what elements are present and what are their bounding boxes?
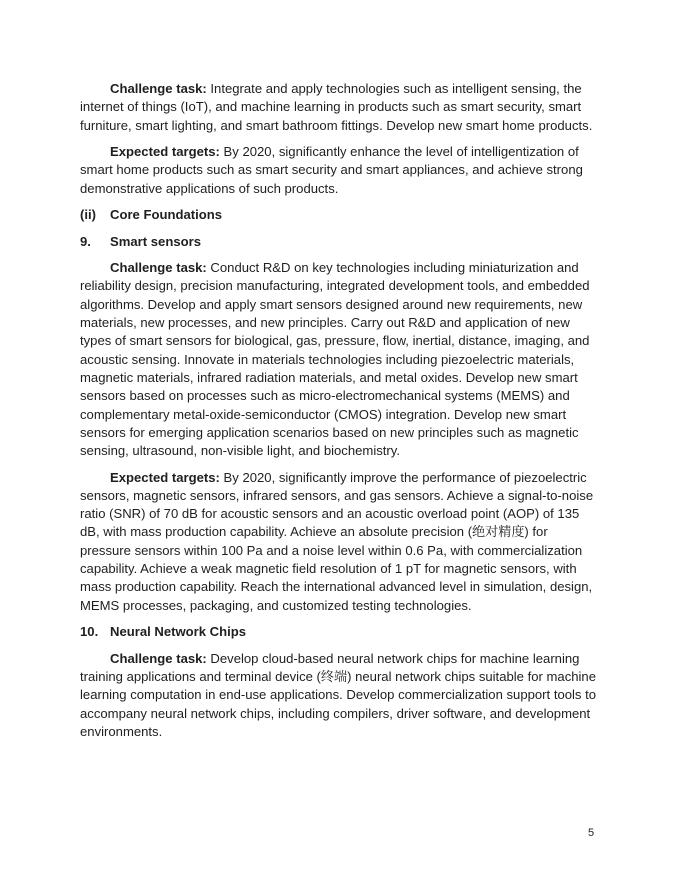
paragraph-challenge-task — [80, 80, 600, 135]
paragraph-label: Expected targets: — [110, 469, 220, 485]
paragraph-text: Integrate and apply technologies such as intelligent sensing, the internet of things (IoT), and machine learning in products such as smart security, smart furniture, smart lighting, and smart bathroom fittings. Develop new smart home products. — [80, 81, 593, 133]
document-body — [80, 80, 600, 749]
heading-title: Neural Network Chips — [110, 624, 247, 640]
paragraph-label: Challenge task: — [110, 81, 207, 96]
paragraph-text: Develop cloud-based neural network chips for machine learning training applications and terminal device (终端) neural network chips suitable for machine learning computation in end-use applications. Develop commercialization support tools to accompany neural network chips, including compilers, driver software, and development environments. — [80, 650, 597, 739]
paragraph-challenge-task — [80, 650, 600, 741]
section-heading-smart-sensors — [80, 233, 600, 251]
paragraph-challenge-task — [80, 259, 600, 460]
paragraph-expected-targets — [80, 469, 600, 615]
paragraph-label: Challenge task: — [110, 650, 207, 666]
paragraph-text: By 2020, significantly improve the performance of piezoelectric sensors, magnetic sensors, infrared sensors, and gas sensors. Achieve a signal-to-noise ratio (SNR) of 70 dB for acoustic sensors and an acoustic overload point (AOP) of 135 dB, with mass production capability. Achieve an absolute precision (绝对精度) for pressure sensors within 100 Pa and a noise level within 0.6 Pa, with commercialization capability. Achieve a weak magnetic field resolution of 1 pT for magnetic sensors, with mass production capability. Reach the international advanced level in simulation, design, MEMS processes, packaging, and customized testing technologies. — [80, 469, 594, 613]
paragraph-text: Conduct R&D on key technologies including miniaturization and reliability design, precision manufacturing, integrated development tools, and embedded algorithms. Develop and apply smart sensors designed around new requirements, new materials, new processes, and new principles. Carry out R&D and application of new types of smart sensors for biological, gas, pressure, flow, inertial, distance, imaging, and acoustic sensing. Innovate in materials technologies including piezoelectric materials, magnetic materials, infrared radiation materials, and metal oxides. Develop new smart sensors based on processes such as micro-electromechanical systems (MEMS) and complementary metal-oxide-semiconductor (CMOS) integration. Develop new smart sensors for emerging application scenarios based on new principles such as magnetic sensing, ultrasound, non-visible light, and biochemistry. — [80, 260, 590, 459]
section-heading-core-foundations — [80, 206, 600, 224]
paragraph-label: Challenge task: — [110, 260, 207, 276]
page-number: 5 — [588, 827, 595, 839]
paragraph-expected-targets — [80, 143, 600, 198]
heading-title: Smart sensors — [110, 233, 201, 249]
heading-number: 9. — [80, 233, 91, 249]
paragraph-text: By 2020, significantly enhance the level of intelligentization of smart home products such as smart security and smart appliances, and achieve strong demonstrative applications of such products. — [80, 144, 583, 196]
paragraph-label: Expected targets: — [110, 144, 220, 160]
heading-number: 10. — [80, 624, 99, 640]
heading-title: Core Foundations — [110, 207, 223, 223]
section-heading-neural-network-chips — [80, 623, 600, 641]
heading-number: (ii) — [80, 207, 96, 223]
